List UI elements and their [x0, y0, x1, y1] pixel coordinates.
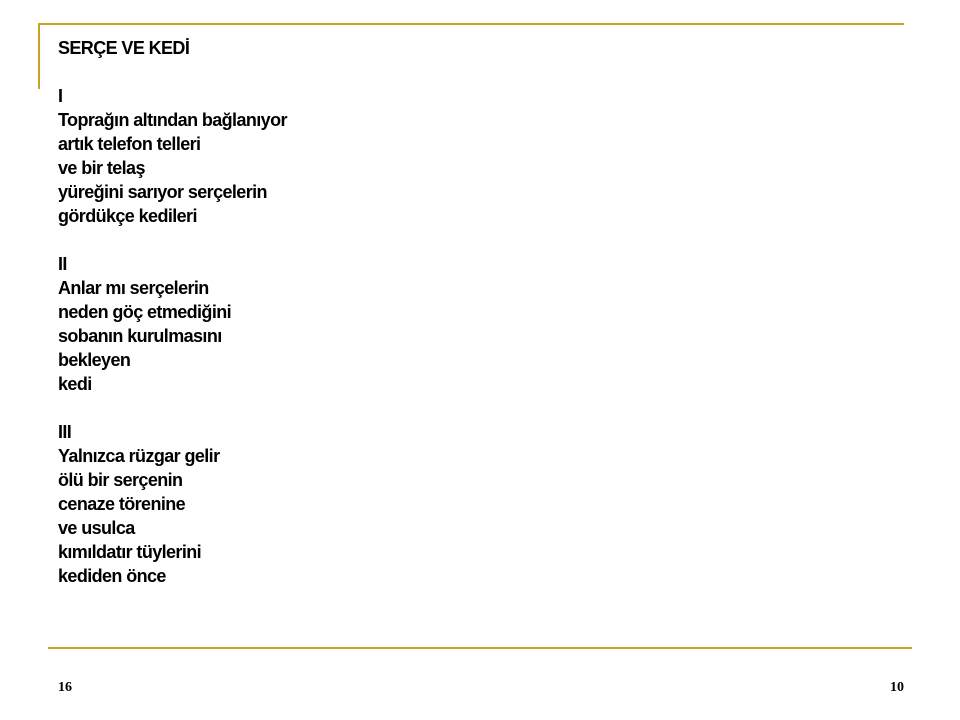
poem-line: Yalnızca rüzgar gelir [58, 446, 220, 466]
stanza-2 [58, 252, 658, 396]
stanza-3 [58, 420, 658, 588]
poem-line: gördükçe kedileri [58, 206, 197, 226]
poem-line: kımıldatır tüylerini [58, 542, 202, 562]
stanza-numeral: I [58, 86, 63, 106]
poem-line: bekleyen [58, 350, 131, 370]
stanza-numeral: II [58, 254, 67, 274]
poem-line: yüreğini sarıyor serçelerin [58, 182, 267, 202]
top-border-rule [40, 23, 904, 25]
stanza-1 [58, 84, 658, 228]
poem-line: kedi [58, 374, 92, 394]
poem-line: ölü bir serçenin [58, 470, 183, 490]
poem-line: neden göç etmediğini [58, 302, 232, 322]
left-border-rule [38, 23, 40, 89]
poem-line: sobanın kurulmasını [58, 326, 222, 346]
poem-line: cenaze törenine [58, 494, 186, 514]
footer-left-number: 16 [58, 680, 72, 695]
poem [58, 36, 658, 588]
poem-line: ve usulca [58, 518, 135, 538]
poem-line: kediden önce [58, 566, 166, 586]
stanza-numeral: III [58, 422, 72, 442]
poem-line: Toprağın altından bağlanıyor [58, 110, 287, 130]
page-number: 10 [890, 680, 904, 695]
bottom-border-rule [48, 647, 912, 649]
poem-line: Anlar mı serçelerin [58, 278, 209, 298]
poem-line: ve bir telaş [58, 158, 145, 178]
poem-title: SERÇE VE KEDİ [58, 38, 190, 58]
poem-line: artık telefon telleri [58, 134, 201, 154]
